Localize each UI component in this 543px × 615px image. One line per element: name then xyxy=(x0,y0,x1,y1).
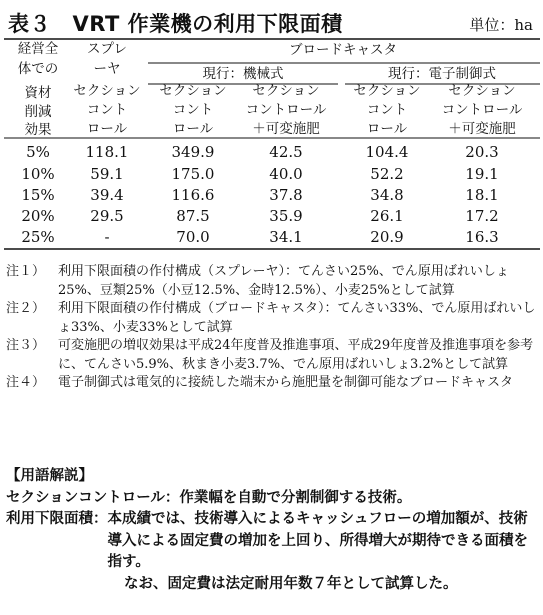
table-cell: 37.8 xyxy=(269,186,303,204)
note-text: 利用下限面積の作付構成（ブロードキャスタ）：てんさい33%、でん原用ばれいしょ33%、小麦33%として試算 xyxy=(58,301,536,335)
column-header: セクション xyxy=(159,83,227,99)
notes-section xyxy=(6,263,538,393)
table-cell: 39.4 xyxy=(90,186,124,204)
sprayer-header: ーヤ xyxy=(93,61,121,77)
note-item xyxy=(6,263,538,300)
note-text: 利用下限面積の作付構成（スプレーヤ）：てんさい25%、でん原用ばれいしょ25%、豆類25%（小豆12.5%、金時12.5%）、小麦25%として試算 xyxy=(58,264,509,298)
glossary-item xyxy=(6,509,538,574)
table-cell: 20.9 xyxy=(370,228,404,246)
row-header-label: 削減 xyxy=(24,104,52,120)
table-row-label: 20% xyxy=(21,207,55,225)
table-cell: 40.0 xyxy=(269,165,303,183)
table-cell: 29.5 xyxy=(90,207,124,225)
table-cell: 17.2 xyxy=(465,207,499,225)
column-header: ロール xyxy=(86,121,128,137)
note-item xyxy=(6,337,538,374)
table-row-label: 5% xyxy=(26,143,50,161)
table-cell: 20.3 xyxy=(465,143,499,161)
table-cell: 118.1 xyxy=(85,143,129,161)
glossary-section xyxy=(6,466,538,595)
table-cell: 19.1 xyxy=(465,165,499,183)
column-header: コントロール xyxy=(441,102,523,118)
note-item xyxy=(6,374,538,393)
broadcaster-header: ブロードキャスタ xyxy=(289,42,397,58)
column-header: ＋可変施肥 xyxy=(252,121,320,137)
table-cell: 35.9 xyxy=(269,207,303,225)
table-row-label: 10% xyxy=(21,165,55,183)
column-header: セクション xyxy=(353,83,421,99)
table-cell: 18.1 xyxy=(465,186,499,204)
glossary-item xyxy=(6,488,538,510)
glossary-term: セクションコントロール： xyxy=(6,489,180,506)
glossary-definition: 本成績では、技術導入によるキャッシュフローの増加額が、技術導入による固定費の増加を上回り、所得増大が期待できる面積を指す。 xyxy=(107,511,528,570)
table-cell: 87.5 xyxy=(176,207,210,225)
table-cell: 52.2 xyxy=(370,165,404,183)
note-label: 注２） xyxy=(6,301,46,316)
table-title: 表３ VRT 作業機の利用下限面積 xyxy=(8,12,343,36)
note-label: 注３） xyxy=(6,338,46,353)
column-header: セクション xyxy=(448,83,516,99)
column-header: ＋可変施肥 xyxy=(448,121,516,137)
table-row-label: 15% xyxy=(21,186,55,204)
column-header: セクション xyxy=(73,83,141,99)
table-cell: 16.3 xyxy=(465,228,499,246)
column-header: コント xyxy=(366,102,408,118)
column-header: ロール xyxy=(366,121,408,137)
table-cell: 59.1 xyxy=(90,165,124,183)
row-header-label: 経営全 xyxy=(17,41,59,57)
table-cell: 26.1 xyxy=(370,207,404,225)
table-cell: 70.0 xyxy=(176,228,210,246)
row-header-label: 資材 xyxy=(24,85,52,101)
note-label: 注１） xyxy=(6,264,46,279)
table-cell: 42.5 xyxy=(269,143,303,161)
table-cell: 175.0 xyxy=(171,165,215,183)
table-cell: 104.4 xyxy=(365,143,409,161)
table-cell: 34.8 xyxy=(370,186,404,204)
electronic-header: 現行：電子制御式 xyxy=(388,66,496,82)
table-row-label: 25% xyxy=(21,228,55,246)
results-table xyxy=(0,0,543,260)
mechanical-header: 現行：機械式 xyxy=(202,66,284,82)
glossary-definition: 作業幅を自動で分割制御する技術。 xyxy=(179,489,412,506)
column-header: コント xyxy=(172,102,214,118)
sprayer-header: スプレ xyxy=(87,41,127,57)
column-header: ロール xyxy=(172,121,214,137)
note-text: 可変施肥の増収効果は平成24年度普及推進事項、平成29年度普及推進事項を参考に、てんさい5.9%、秋まき小麦3.7%、でん原用ばれいしょ3.2%として試算 xyxy=(58,338,534,372)
row-header-label: 体での xyxy=(17,61,59,77)
glossary-term: 利用下限面積： xyxy=(6,511,108,527)
glossary-heading: 【用語解説】 xyxy=(6,468,93,484)
column-header: コント xyxy=(86,102,128,118)
note-label: 注４） xyxy=(6,375,46,390)
row-header-label: 効果 xyxy=(24,122,52,138)
table-cell: 34.1 xyxy=(269,228,303,246)
note-text: 電子制御式は電気的に接続した端末から施肥量を制御可能なブロードキャスタ xyxy=(58,375,514,390)
column-header: セクション xyxy=(252,83,320,99)
glossary-note: なお、固定費は法定耐用年数７年として試算した。 xyxy=(124,575,458,592)
unit-label: 単位：ha xyxy=(469,16,533,34)
column-header: コントロール xyxy=(245,102,327,118)
table-cell: 116.6 xyxy=(171,186,215,204)
table-cell: - xyxy=(104,228,110,246)
table-cell: 349.9 xyxy=(171,143,215,161)
note-item xyxy=(6,300,538,337)
